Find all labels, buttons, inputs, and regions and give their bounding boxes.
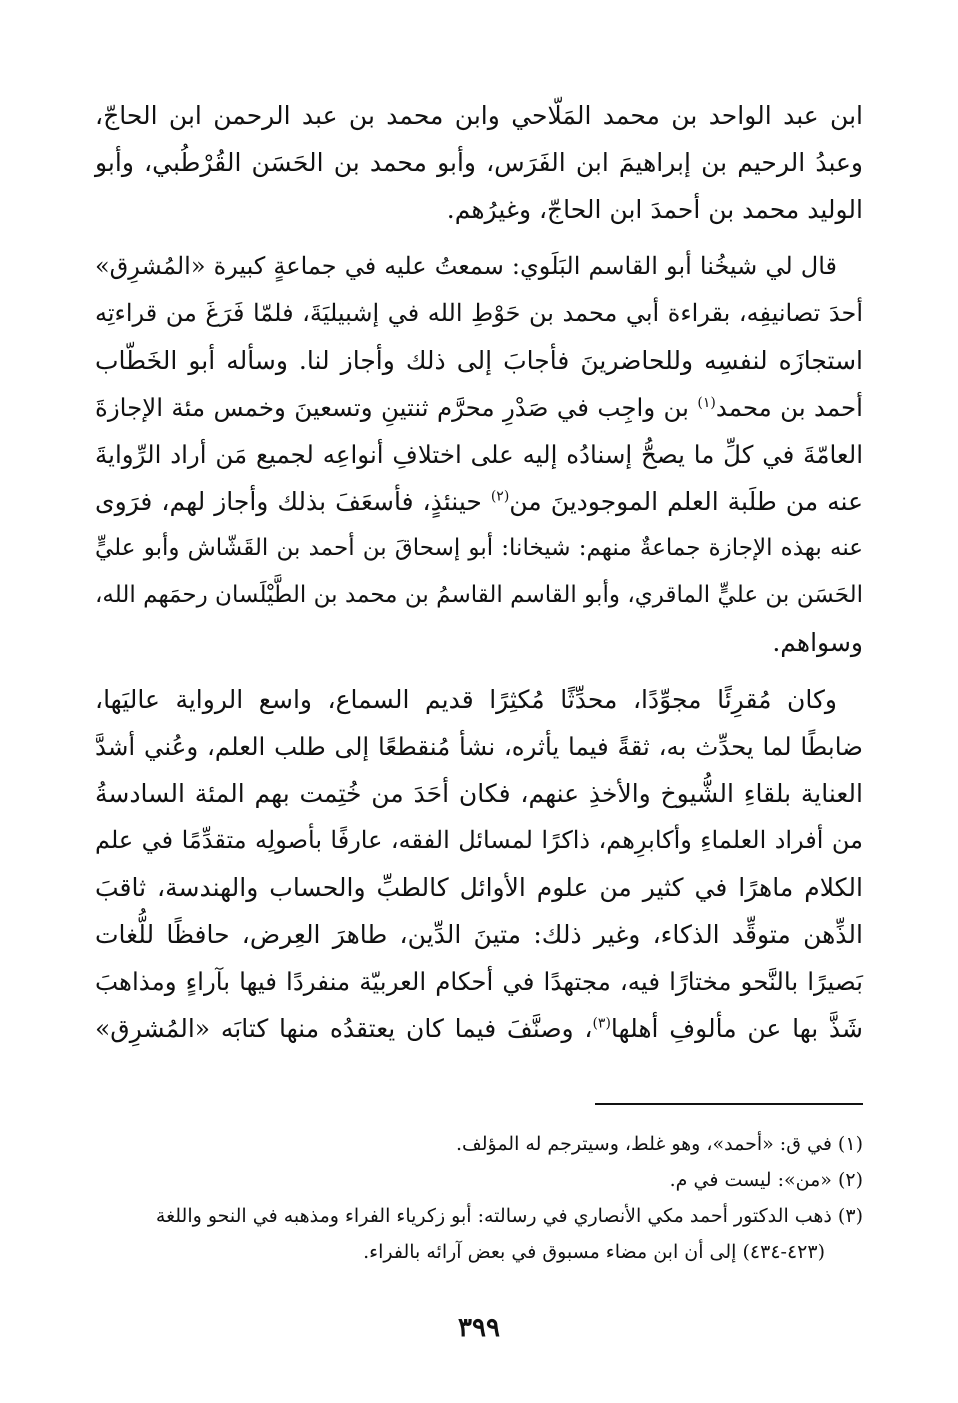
text-line: ابن عبد الواحد بن محمد المَلّاحي وابن محمد بن عبد الرحمن ابن الحاجّ، (95, 101, 863, 130)
paragraph-3 (95, 676, 863, 1052)
text-line: الوليد محمد بن أحمدَ ابن الحاجّ، وغيرُهم. (446, 195, 863, 224)
text-segment: أحمد بن محمد (715, 393, 863, 422)
text-line (95, 384, 863, 431)
footnote-2: (٢) «من»: ليست في م. (669, 1169, 863, 1191)
text-line (95, 1005, 863, 1052)
text-line (95, 478, 863, 525)
main-text (95, 92, 863, 1062)
text-line: وعبدُ الرحيم بن إبراهيمَ ابن الفَرَس، وأبو محمد بن الحَسَن القُرْطُبي، وأبو (95, 148, 863, 177)
footnote-separator (595, 1103, 863, 1105)
text-line: العامّةَ في كلِّ ما يصحُّ إسنادُه إليه على اختلافِ أنواعِه لجميع مَن أراد الرِّوايةَ (95, 440, 863, 469)
text-line: الكلام ماهرًا في كثير من علوم الأوائل كالطبِّ والحساب والهندسة، ثاقبَ (95, 873, 863, 902)
paragraph-2 (95, 243, 863, 666)
text-segment: ، وصنَّفَ فيما كان يعتقدُه منها كتابَه «المُشرِق» (95, 1014, 593, 1043)
text-line: من أفراد العلماءِ وأكابرِهم، ذاكرًا لمسائل الفقه، عارفًا بأصولِه متقدِّمًا في علم (95, 826, 863, 854)
page-number: ٣٩٩ (458, 1313, 500, 1343)
footnote-ref-1: (١) (697, 394, 716, 411)
footnote-1: (١) في ق: «أحمد»، وهو غلط، وسيترجم له المؤلف. (456, 1133, 863, 1155)
text-segment: شَذَّ بها عن مألوفِ أهلها (610, 1014, 863, 1043)
text-line: أحدَ تصانيفِه، بقراءة أبي محمد بن حَوْطِ الله في إشبيليَةَ، فلمّا فَرَغَ من قراءتِه (95, 299, 863, 327)
text-segment: بن واجِب في صَدْرِ محرَّم ثنتينِ وتسعينَ وخمس مئة الإجازةَ (95, 393, 698, 422)
text-line: وسواهم. (772, 628, 863, 657)
footnotes (95, 1126, 863, 1270)
text-line: قال لي شيخُنا أبو القاسم البَلَوي: سمعتُ عليه في جماعةٍ كبيرة «المُشرِق» (95, 252, 838, 280)
text-line: استجازَه لنفسِه وللحاضرينَ فأجابَ إلى ذلك وأجاز لنا. وسأله أبو الخَطّاب (95, 346, 863, 375)
paragraph-1 (95, 92, 863, 233)
text-segment: عنه من طلَبة العلم الموجودينَ من (509, 487, 863, 516)
footnote-ref-2: (٢) (490, 488, 510, 505)
text-segment: حينئذٍ، فأسعَفَ بذلك وأجاز لهم، فرَوى (95, 487, 491, 516)
footnote-ref-3: (٣) (592, 1015, 611, 1032)
footnote-3: (٣) ذهب الدكتور أحمد مكي الأنصاري في رسالته: أبو زكرياء الفراء ومذهبه في النحو واللغة (155, 1205, 863, 1227)
footnote-3-continued: (٤٢٣-٤٣٤) إلى أن ابن مضاء مسبوق في بعض آرائه بالفراء. (363, 1241, 825, 1263)
text-line: الحَسَن بن عليٍّ الماقري، وأبو القاسم القاسمُ بن محمد بن الطَّيْلَسان رحمَهم الله، (95, 582, 863, 608)
text-line: عنه بهذه الإجازة جماعةٌ منهم: شيخانا: أبو إسحاقَ بن أحمد بن القَشّاش وأبو عليٍّ (95, 535, 863, 561)
text-line: ضابطًا لما يحدِّث به، ثقةً فيما يأثره، نشأ مُنقطعًا إلى طلب العلم، وعُني أشدَّ (95, 732, 863, 761)
text-line: العناية بلقاءِ الشُّيوخ والأخذِ عنهم، فكان أحَدَ من خُتِمت بهم المئة السادسةُ (95, 779, 863, 808)
text-line: وكان مُقرِئًا مجوِّدًا، محدِّثًا مُكثِرًا قديم السماع، واسع الرواية عاليَها، (95, 685, 837, 714)
text-line: الذِّهن متوقِّد الذكاء، وغير ذلك: متينَ الدِّين، طاهرَ العِرض، حافظًا للُّغات (95, 920, 863, 949)
text-line: بَصيرًا بالنَّحو مختارًا فيه، مجتهدًا في أحكام العربيّة منفردًا فيها بآراءٍ ومذاهبَ (95, 967, 863, 996)
